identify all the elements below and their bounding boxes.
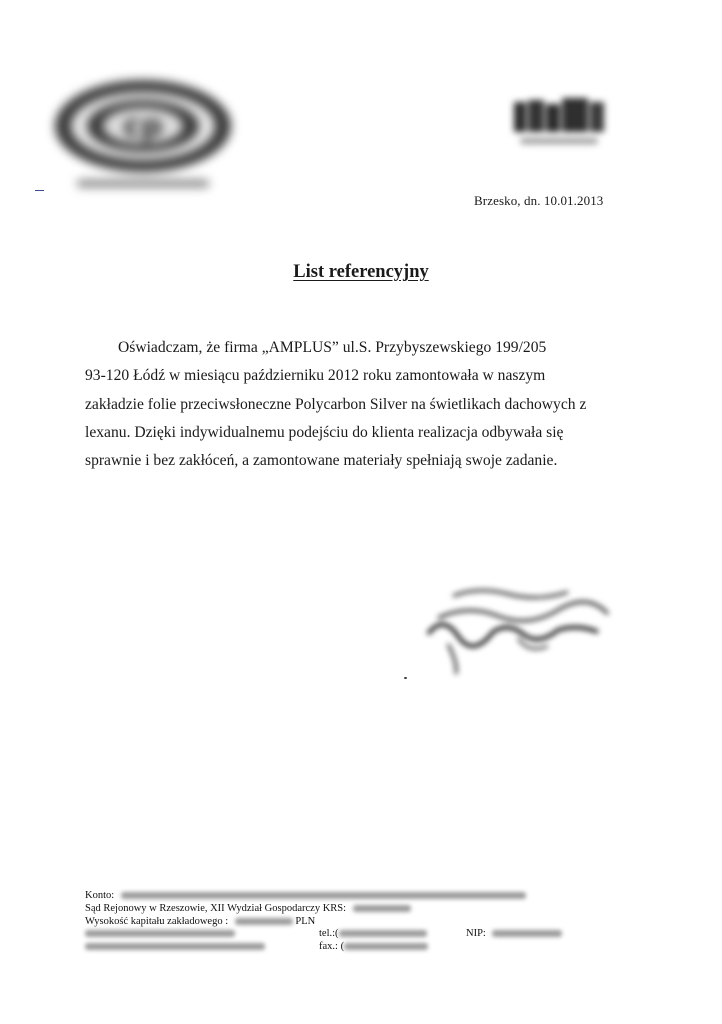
letter-footer: [85, 890, 685, 954]
redacted-account: [121, 892, 526, 899]
body-line: sprawnie i bez zakłóceń, a zamontowane materiały spełniają swoje zadanie.: [85, 452, 558, 470]
body-line: zakładzie folie przeciwsłoneczne Polycarbon Silver na świetlikach dachowych z: [85, 395, 587, 413]
body-line: lexanu. Dzięki indywidualnemu podejściu do klienta realizacja odbywała się: [85, 423, 564, 441]
redacted-phone: [339, 930, 427, 937]
account-label: Konto:: [85, 890, 115, 901]
place-date: Brzesko, dn. 10.01.2013: [474, 193, 604, 208]
footer-court-row: [85, 903, 685, 916]
page-title: List referencyjny: [293, 262, 429, 282]
ink-dot: [404, 677, 407, 679]
nip-field: [466, 928, 562, 941]
redacted-fax: [344, 943, 428, 950]
company-logo-icon: [47, 68, 239, 200]
redacted-capital: [235, 918, 293, 925]
nip-label: NIP:: [466, 928, 486, 940]
phone-field: [319, 928, 427, 941]
phone-label: tel.:(: [319, 928, 339, 940]
capital-label: Wysokość kapitału zakładowego :: [85, 915, 229, 927]
redacted-nip: [492, 930, 562, 937]
partner-logo-icon: [504, 92, 614, 154]
svg-text:cp: cp: [123, 109, 163, 144]
capital-currency: PLN: [295, 915, 316, 927]
letter-body: [85, 334, 645, 475]
footer-address-row: [85, 941, 685, 954]
footer-account-row: [85, 890, 685, 903]
body-line: Oświadczam, że firma „AMPLUS” ul.S. Przybyszewskiego 199/205: [118, 339, 547, 356]
fax-label: fax.: (: [319, 941, 345, 953]
court-text: Sąd Rejonowy w Rzeszowie, XII Wydział Gospodarczy KRS:: [85, 902, 347, 914]
redacted-krs: [353, 905, 411, 912]
fax-field: [319, 941, 428, 954]
footer-bank-row: [85, 928, 685, 941]
redacted-address: [85, 943, 265, 950]
signature-icon: [398, 574, 623, 684]
redacted-bank-name: [85, 930, 235, 937]
body-line: 93-120 Łódź w miesiącu październiku 2012 roku zamontowała w naszym: [85, 367, 546, 385]
scan-mark: [35, 190, 44, 191]
footer-capital-row: [85, 916, 685, 929]
